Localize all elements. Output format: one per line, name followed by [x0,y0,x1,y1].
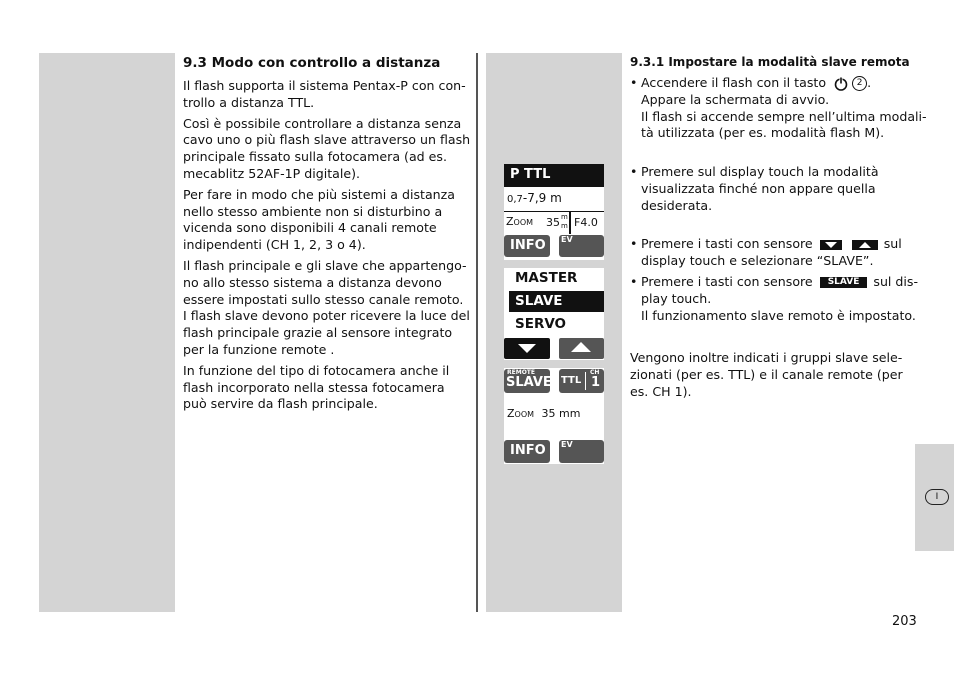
bullet-dot: • [630,236,638,251]
b1-line3: Il flash si accende sempre nell’ultima modali- [641,108,927,124]
key-number-badge: 2 [852,76,867,91]
b1-end: . [867,75,872,90]
info-label: INFO [510,238,546,253]
ch-label: CH [590,369,600,376]
servo-label: SERVO [515,316,567,332]
up-button[interactable] [559,338,604,359]
b1-line2: Appare la schermata di avvio. [641,91,830,107]
subsection-heading: 9.3.1 Impostare la modalità slave remota [630,55,910,69]
down-arrow-icon [518,344,536,353]
slave-label: SLAVE [515,293,563,309]
paragraph-4: Il flash principale e gli slave che appartengo- no allo stesso sistema a distanza devono essere impostati sullo stesso canale remoto. I flash slave devono poter ricevere la luce del flash principale grazie al sensore integrato per la funzione remote . [183,257,470,357]
b3-text: Premere i tasti con sensore [641,236,813,251]
b4-text: Premere i tasti con sensore [641,274,813,289]
column-divider [476,53,478,612]
ev-button-2[interactable] [559,440,604,463]
ch-value: 1 [591,375,601,390]
info-label-2: INFO [510,443,546,458]
paragraph-1: Il flash supporta il sistema Pentax-P con con- trollo a distanza TTL. [183,78,466,110]
ev-label: EV [561,235,573,244]
ttl-ch-divider [585,372,586,390]
aperture-value: F4.0 [574,216,598,229]
bullet-dot: • [630,164,638,179]
p-line3: es. CH 1). [630,383,692,399]
closing-paragraph [630,350,903,400]
ev-button[interactable] [559,235,604,257]
remote-slave-button[interactable] [504,369,550,393]
range-max: -7,9 m [522,191,562,205]
remote-slave-label: SLAVE [506,375,552,390]
up-arrow-icon [571,342,591,352]
b2-line3: desiderata. [641,197,713,213]
range-readout [507,191,562,205]
zoom-value: 35 [546,216,560,229]
p-line2: zionati (per es. TTL) e il canale remote (per [630,366,903,382]
b2-line1: Premere sul display touch la modalità [641,164,879,179]
info-button[interactable] [504,235,550,257]
page-number: 203 [892,614,917,629]
b4-line2: play touch. [641,290,712,306]
b3-line2: display touch e selezionare “SLAVE”. [641,252,874,268]
ttl-label: TTL [561,375,582,386]
b2-line2: visualizzata finché non appare quella [641,180,876,196]
b4-line3: Il funzionamento slave remoto è impostato. [641,307,916,323]
zoom-value-2: 35 mm [541,407,581,420]
up-key-icon [852,240,878,250]
ttl-channel-button[interactable] [559,369,604,393]
down-button[interactable] [504,338,550,359]
b1-line4: tà utilizzata (per es. modalità flash M). [641,125,885,141]
power-icon [834,77,848,91]
servo-option[interactable] [509,314,604,334]
aperture-field[interactable] [570,211,604,234]
paragraph-3: Per fare in modo che più sistemi a distanza nello stesso ambiente non si disturbino a vicenda sono disponibili 4 canali remote indipendenti (CH 1, 2, 3 o 4). [183,186,455,253]
master-label: MASTER [515,270,578,286]
zoom-readout[interactable] [507,407,580,420]
master-option[interactable] [509,269,604,289]
zoom-unit-bottom: m [561,222,568,230]
left-margin-panel [39,53,175,612]
zoom-unit-top: m [561,213,568,221]
language-badge: I [925,489,949,505]
ev-label-2: EV [561,440,573,449]
p-line1: Vengono inoltre indicati i gruppi slave sele- [630,350,903,365]
paragraph-5: In funzione del tipo di fotocamera anche il flash incorporato nella stessa fotocamera può servire da flash principale. [183,362,450,412]
zoom-label: Zoom [506,215,534,228]
zoom-label-2: Zoom [507,407,535,420]
info-button-2[interactable] [504,440,550,463]
slave-option[interactable] [509,291,604,312]
paragraph-2: Così è possibile controllare a distanza senza cavo uno o più flash slave attraverso un flash principale fissato sulla fotocamera (ad es. mecablitz 52AF-1P digitale). [183,115,471,181]
section-heading: 9.3 Modo con controllo a distanza [183,55,441,71]
zoom-field[interactable] [504,211,571,234]
slave-key-icon: SLAVE [820,277,868,288]
range-min: 0,7 [507,194,523,205]
left-body [183,78,473,417]
mode-label: P TTL [510,167,551,182]
bullet-dot: • [630,274,638,289]
remote-label: REMOTE [507,369,535,376]
b4-end: sul dis- [873,274,919,289]
mode-bar[interactable] [504,164,604,187]
b1-text: Accendere il flash con il tasto [641,75,827,90]
b3-end: sul [883,236,902,251]
down-key-icon [820,240,842,250]
bullet-dot: • [630,75,638,90]
